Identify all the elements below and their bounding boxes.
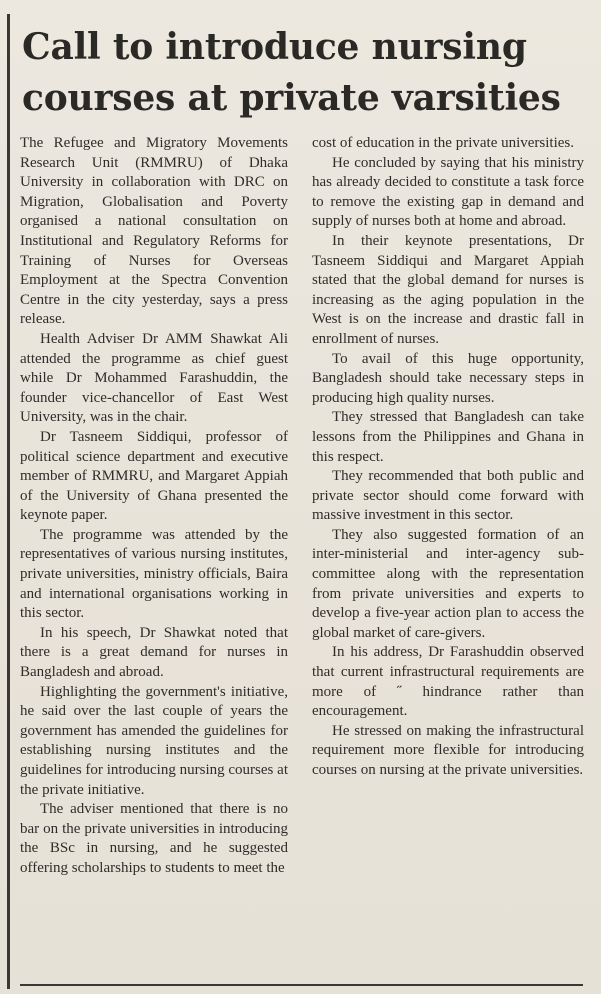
paragraph: He stressed on making the infrastructural requirement more flexible for introducing courses on nursing at the private universities. <box>312 722 584 778</box>
left-border-rule <box>7 14 10 989</box>
paragraph: In his address, Dr Farashuddin observed that current infrastructural requirements are more of ˝ hindrance rather than encouragement. <box>312 644 584 720</box>
paragraph: In their keynote presentations, Dr Tasneem Siddiqui and Margaret Appiah stated that the global demand for nurses is increasing as the aging population in the West is on the increase and drastic fall in enrollment of nurses. <box>312 232 584 347</box>
paragraph: To avail of this huge opportunity, Bangladesh should take necessary steps in producing high quality nurses. <box>312 350 584 406</box>
paragraph: cost of education in the private universities. <box>312 135 575 151</box>
paragraph: The programme was attended by the representatives of various nursing institutes, private universities, ministry officials, Baira and international organisations working in this sector. <box>20 526 288 622</box>
article-column-left <box>20 134 288 879</box>
paragraph: They recommended that both public and private sector should come forward with massive investment in this sector. <box>312 468 584 524</box>
paragraph: Highlighting the government's initiative, he said over the last couple of years the government has amended the guidelines for establishing nursing institutes and the guidelines for introducing nursing courses at the private initiative. <box>20 683 288 798</box>
paragraph: Health Adviser Dr AMM Shawkat Ali attended the programme as chief guest while Dr Mohammed Farashuddin, the founder vice-chancellor of East West University, was in the chair. <box>20 330 288 426</box>
paragraph: In his speech, Dr Shawkat noted that there is a great demand for nurses in Bangladesh and abroad. <box>20 624 288 681</box>
article-column-right <box>312 134 584 781</box>
bottom-border-rule <box>20 984 583 986</box>
paragraph: The adviser mentioned that there is no bar on the private universities in introducing the BSc in nursing, and he suggested offering scholarships to students to meet the <box>20 801 288 876</box>
paragraph: He concluded by saying that his ministry has already decided to constitute a task force to remove the existing gap in demand and supply of nurses both at home and abroad. <box>312 154 584 230</box>
paragraph: The Refugee and Migratory Movements Research Unit (RMMRU) of Dhaka University in collaboration with DRC on Migration, Globalisation and Poverty organised a national consultation on Institutional and Regulatory Reforms for Training of Nurses for Overseas Employment at the Spectra Convention Centre in the city yesterday, says a press release. <box>20 135 288 328</box>
paragraph: Dr Tasneem Siddiqui, professor of political science department and executive member of RMMRU, and Margaret Appiah of the University of Ghana presented the keynote paper. <box>20 428 288 524</box>
paragraph: They also suggested formation of an inter-ministerial and inter-agency sub-committee along with the representation from private universities and experts to develop a five-year action plan to access the global market of care-givers. <box>312 526 584 641</box>
article-headline: Call to introduce nursing courses at private varsities <box>22 26 561 119</box>
paragraph: They stressed that Bangladesh can take lessons from the Philippines and Ghana in this respect. <box>312 409 584 465</box>
